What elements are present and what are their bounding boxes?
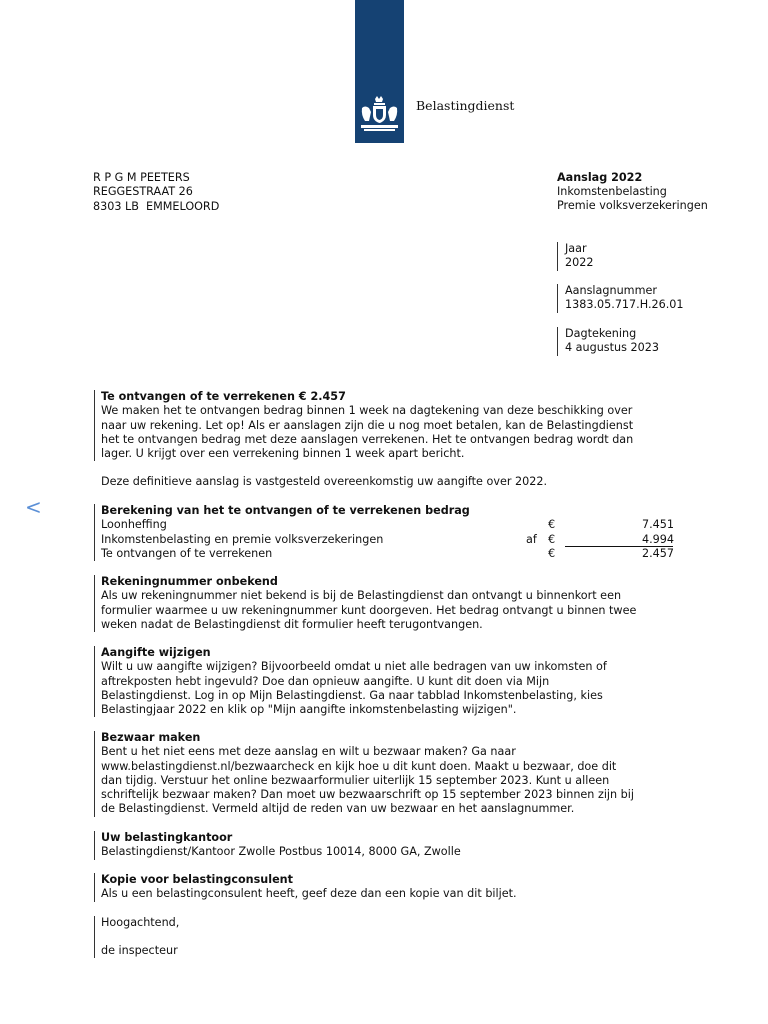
calc-currency: € <box>548 546 556 560</box>
calc-value: 7.451 <box>641 518 674 532</box>
recipient-city: 8303 LB EMMELOORD <box>93 199 220 213</box>
assessment-header <box>557 171 708 213</box>
office-text: Belastingdienst/Kantoor Zwolle Postbus 10014, 8000 GA, Zwolle <box>101 845 461 859</box>
calc-value: 2.457 <box>641 546 674 560</box>
calculation-section <box>94 504 691 561</box>
closing-signature: de inspecteur <box>101 944 178 958</box>
change-line: Wilt u uw aangifte wijzigen? Bijvoorbeeld omdat u niet alle bedragen van uw inkomsten of <box>101 660 607 674</box>
calc-label: Te ontvangen of te verrekenen <box>101 546 273 560</box>
logo-bar <box>355 0 404 143</box>
office-heading: Uw belastingkantoor <box>101 831 233 844</box>
meta-year-value: 2022 <box>565 256 594 270</box>
objection-heading: Bezwaar maken <box>101 731 201 744</box>
objection-line: dan tijdig. Verstuur het online bezwaarformulier uiterlijk 15 september 2023. Kunt u alleen <box>101 773 610 787</box>
refund-line: het te ontvangen bedrag met deze aanslagen verrekenen. Het te ontvangen bedrag wordt dan <box>101 432 634 446</box>
calc-row <box>101 547 674 561</box>
calc-row <box>101 518 674 532</box>
refund-line: We maken het te ontvangen bedrag binnen 1 week na dagtekening van deze beschikking over <box>101 404 633 418</box>
calc-row <box>101 533 674 547</box>
refund-line: lager. U krijgt over een verrekening binnen 1 week apart bericht. <box>101 447 465 461</box>
calc-label: Loonheffing <box>101 518 167 532</box>
account-line: weken nadat de Belastingdienst dit formulier heeft terugontvangen. <box>101 617 483 631</box>
recipient-address <box>93 171 219 214</box>
meta-number-value: 1383.05.717.H.26.01 <box>565 298 684 312</box>
assessment-line-1: Inkomstenbelasting <box>557 185 667 198</box>
calc-currency: € <box>548 518 556 532</box>
consultant-heading: Kopie voor belastingconsulent <box>101 873 293 886</box>
office-section <box>94 831 691 860</box>
closing-greeting: Hoogachtend, <box>101 916 180 929</box>
sum-divider <box>565 546 673 547</box>
consultant-section <box>94 873 691 902</box>
assessment-line-2: Premie volksverzekeringen <box>557 199 708 212</box>
calc-label: Inkomstenbelasting en premie volksverzekeringen <box>101 532 384 546</box>
closing-section <box>94 916 691 958</box>
meta-date <box>557 327 659 356</box>
account-line: Als uw rekeningnummer niet bekend is bij de Belastingdienst dan ontvangt u binnenkort een <box>101 589 622 603</box>
recipient-name: R P G M PEETERS <box>93 171 190 184</box>
refund-heading: Te ontvangen of te verrekenen € 2.457 <box>101 390 346 403</box>
refund-line: naar uw rekening. Let op! Als er aanslagen zijn die u nog moet betalen, kan de Belastingdienst <box>101 418 634 432</box>
account-heading: Rekeningnummer onbekend <box>101 575 278 588</box>
objection-line: schriftelijk bezwaar maken? Dan moet uw bezwaarschrift op 15 september 2023 binnen zijn bij <box>101 788 635 802</box>
change-line: Belastingjaar 2022 en klik op "Mijn aangifte inkomstenbelasting wijzigen". <box>101 703 517 717</box>
coat-of-arms-icon <box>358 96 401 132</box>
objection-section <box>94 731 691 817</box>
definitive-note: Deze definitieve aanslag is vastgesteld overeenkomstig uw aangifte over 2022. <box>101 475 548 488</box>
recipient-street: REGGESTRAAT 26 <box>93 185 193 199</box>
back-arrow-icon[interactable]: < <box>25 495 42 519</box>
refund-section <box>94 390 691 461</box>
meta-number <box>557 284 684 313</box>
change-line: Belastingdienst. Log in op Mijn Belastingdienst. Ga naar tabblad Inkomstenbelasting, kies <box>101 688 603 702</box>
account-section <box>94 575 691 632</box>
consultant-text: Als u een belastingconsulent heeft, geef deze dan een kopie van dit biljet. <box>101 887 517 901</box>
objection-line: www.belastingdienst.nl/bezwaarcheck en kijk hoe u dit kunt doen. Maakt u bezwaar, doe dit <box>101 759 617 773</box>
meta-year-label: Jaar <box>565 242 587 255</box>
meta-date-label: Dagtekening <box>565 327 637 340</box>
meta-number-label: Aanslagnummer <box>565 284 657 297</box>
assessment-title: Aanslag 2022 <box>557 171 643 184</box>
calc-value: 4.994 <box>641 532 674 546</box>
account-line: formulier waarmee u uw rekeningnummer kunt doorgeven. Het bedrag ontvangt u binnen twee <box>101 603 637 617</box>
calc-currency: € <box>548 532 556 546</box>
brand-name: Belastingdienst <box>416 98 515 113</box>
calc-prefix: af <box>526 532 537 546</box>
change-heading: Aangifte wijzigen <box>101 646 211 659</box>
calculation-heading: Berekening van het te ontvangen of te verrekenen bedrag <box>101 504 470 517</box>
change-section <box>94 646 691 717</box>
meta-year <box>557 242 593 271</box>
objection-line: Bent u het niet eens met deze aanslag en wilt u bezwaar maken? Ga naar <box>101 745 516 759</box>
objection-line: de Belastingdienst. Vermeld altijd de reden van uw bezwaar en het aanslagnummer. <box>101 802 575 816</box>
meta-date-value: 4 augustus 2023 <box>565 341 659 355</box>
change-line: aftrekposten hebt ingevuld? Doe dan opnieuw aangifte. U kunt dit doen via Mijn <box>101 674 550 688</box>
